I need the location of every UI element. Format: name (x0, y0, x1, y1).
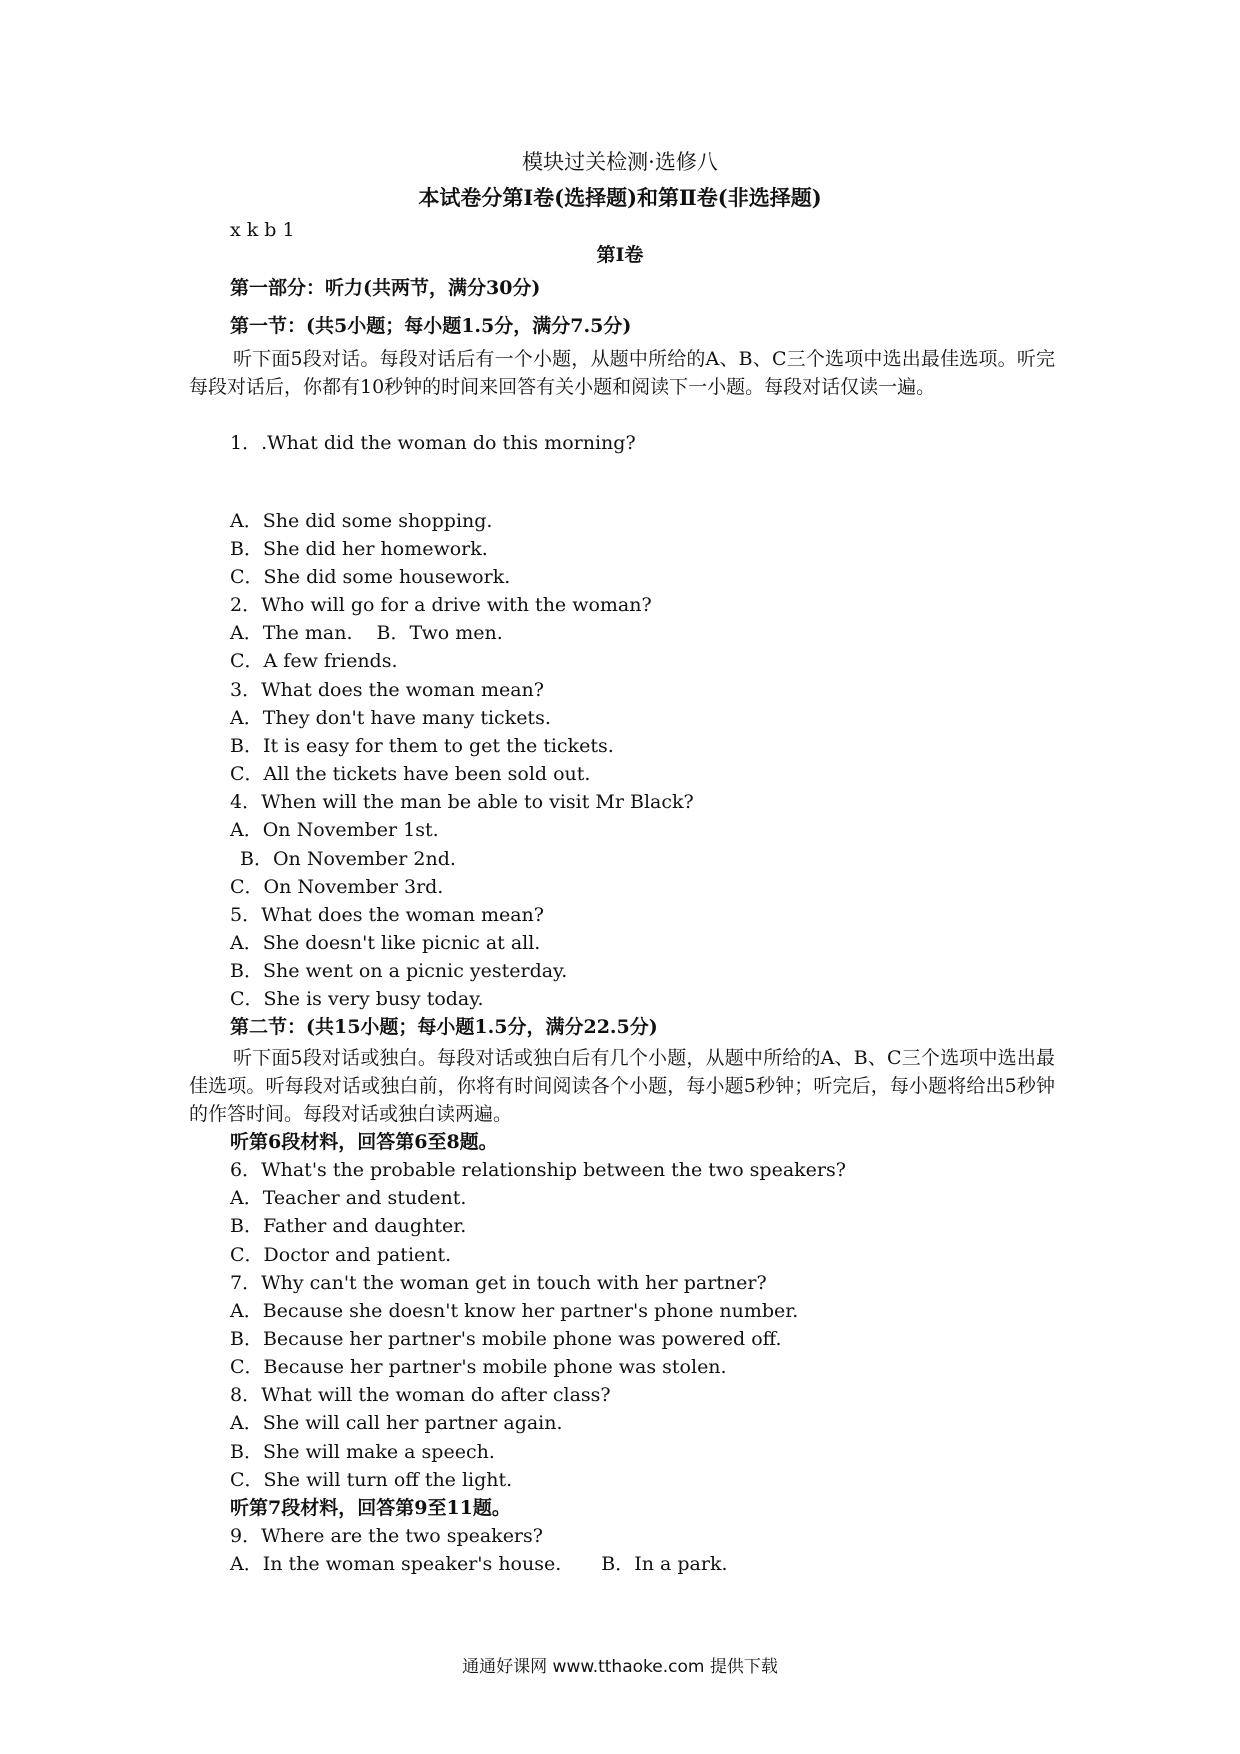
question-1-option-a: A．She did some shopping. (230, 510, 493, 532)
question-1-option-b: B．She did her homework. (230, 538, 488, 560)
footer-source: 通通好课网 www.tthaoke.com 提供下载 (462, 1657, 778, 1677)
question-7-stem: 7．Why can't the woman get in touch with her partner? (230, 1272, 767, 1294)
material-7-heading: 听第7段材料，回答第9至11题。 (230, 1497, 511, 1519)
question-2-options-ab (230, 621, 503, 645)
question-3-option-a: A．They don't have many tickets. (230, 707, 551, 729)
question-1-stem: 1．.What did the woman do this morning? (230, 432, 636, 454)
question-1-option-c: C．She did some housework. (230, 566, 511, 588)
question-5-option-b: B．She went on a picnic yesterday. (230, 960, 568, 982)
question-6-option-a: A．Teacher and student. (230, 1187, 467, 1209)
question-5-option-c: C．She is very busy today. (230, 988, 484, 1010)
question-3-option-b: B．It is easy for them to get the tickets. (230, 735, 614, 757)
question-6-option-b: B．Father and daughter. (230, 1215, 467, 1237)
question-6-option-c: C．Doctor and patient. (230, 1244, 452, 1266)
question-8-option-a: A．She will call her partner again. (230, 1412, 563, 1434)
question-9-options-ab (230, 1552, 728, 1576)
question-4-option-b: B．On November 2nd. (240, 848, 456, 870)
question-4-option-c: C．On November 3rd. (230, 876, 444, 898)
exam-subtitle: 本试卷分第Ⅰ卷(选择题)和第Ⅱ卷(非选择题) (418, 185, 822, 210)
question-6-stem: 6．What's the probable relationship between the two speakers? (230, 1159, 846, 1181)
question-9-option-a: A．In the woman speaker's house. (230, 1553, 562, 1575)
question-5-stem: 5．What does the woman mean? (230, 904, 544, 926)
question-7-option-c: C．Because her partner's mobile phone was stolen. (230, 1356, 727, 1378)
question-5-option-a: A．She doesn't like picnic at all. (230, 932, 541, 954)
section1-heading: 第一节：(共5小题；每小题1.5分，满分7.5分) (230, 315, 632, 337)
question-9-option-b: B．In a park. (601, 1553, 728, 1575)
question-9-stem: 9．Where are the two speakers? (230, 1525, 543, 1547)
question-7-option-a: A．Because she doesn't know her partner's phone number. (230, 1300, 799, 1322)
question-3-stem: 3．What does the woman mean? (230, 679, 544, 701)
exam-title: 模块过关检测·选修八 (522, 150, 718, 174)
question-2-option-b: B．Two men. (376, 622, 503, 644)
section1-instructions: 听下面5段对话。每段对话后有一个小题，从题中所给的A、B、C三个选项中选出最佳选项。听完每段对话后，你都有10秒钟的时间来回答有关小题和阅读下一小题。每段对话仅读一遍。 (189, 348, 1055, 398)
question-4-option-a: A．On November 1st. (230, 819, 439, 841)
question-3-option-c: C．All the tickets have been sold out. (230, 763, 591, 785)
question-7-option-b: B．Because her partner's mobile phone was powered off. (230, 1328, 782, 1350)
part1-heading: 第一部分：听力(共两节，满分30分) (230, 277, 541, 299)
question-4-stem: 4．When will the man be able to visit Mr Black? (230, 791, 694, 813)
question-8-stem: 8．What will the woman do after class? (230, 1384, 611, 1406)
material-6-heading: 听第6段材料，回答第6至8题。 (230, 1131, 498, 1153)
section2-instructions: 听下面5段对话或独白。每段对话或独白后有几个小题，从题中所给的A、B、C三个选项中选出最佳选项。听每段对话或独白前，你将有时间阅读各个小题，每小题5秒钟；听完后，每小题将给出5秒钟的作答时间。每段对话或独白读两遍。 (189, 1047, 1055, 1125)
question-8-option-b: B．She will make a speech. (230, 1441, 495, 1463)
section2-heading: 第二节：(共15小题；每小题1.5分，满分22.5分) (230, 1016, 658, 1038)
volume-heading: 第Ⅰ卷 (596, 244, 644, 266)
question-2-option-a: A．The man. (230, 622, 353, 644)
question-2-option-c: C．A few friends. (230, 650, 398, 672)
question-2-stem: 2．Who will go for a drive with the woman? (230, 594, 652, 616)
question-8-option-c: C．She will turn off the light. (230, 1469, 513, 1491)
watermark-text: x k b 1 (230, 219, 295, 241)
